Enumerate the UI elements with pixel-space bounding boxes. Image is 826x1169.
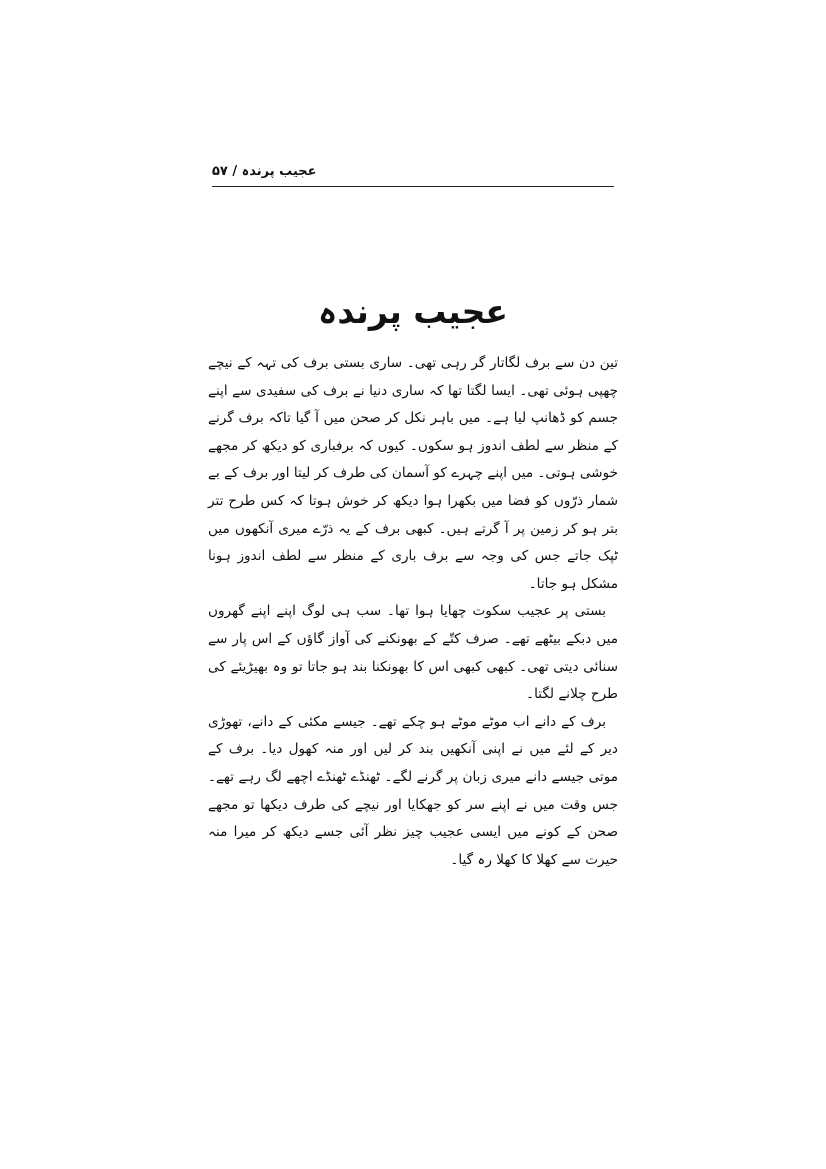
paragraph: برف کے دانے اب موٹے موٹے ہو چکے تھے۔ جیسے مکئی کے دانے، تھوڑی دیر کے لئے میں نے اپنی آنکھیں بند کر لیں اور منہ کھول دیا۔ برف کے موتی جیسے دانے میری زبان پر گرنے لگے۔ ٹھنڈے ٹھنڈے اچھے لگ رہے تھے۔ جس وقت میں نے اپنے سر کو جھکایا اور نیچے کی طرف دیکھا تو مجھے صحن کے کونے میں ایسی عجیب چیز نظر آئی جسے دیکھ کر میرا منہ حیرت سے کھلا کا کھلا رہ گیا۔ bbox=[208, 713, 618, 868]
running-header bbox=[212, 164, 614, 187]
paragraph: تین دن سے برف لگاتار گر رہی تھی۔ ساری بستی برف کی تہہ کے نیچے چھپی ہوئی تھی۔ ایسا لگتا تھا کہ ساری دنیا نے برف کی سفیدی سے اپنے جسم کو ڈھانپ لیا ہے۔ میں باہر نکل کر صحن میں آ گیا تاکہ برف گرنے کے منظر سے لطف اندوز ہو سکوں۔ کیوں کہ برفباری کو دیکھ کر مجھے خوشی ہوتی۔ میں اپنے چہرے کو آسمان کی طرف کر لیتا اور برف کے بے شمار ذرّوں کو فضا میں بکھرا ہوا دیکھ کر خوش ہوتا کہ کس طرح تتر بتر ہو کر زمین پر آ گرتے ہیں۔ کبھی برف کے یہ ذرّے میری آنکھوں میں ٹپک جاتے جس کی وجہ سے برف باری کے منظر سے لطف اندوز ہونا مشکل ہو جاتا۔ bbox=[208, 355, 618, 592]
running-header-title: عجیب پرندہ / ۵۷ bbox=[212, 164, 317, 179]
body-text bbox=[208, 350, 618, 874]
paragraph: بستی پر عجیب سکوت چھایا ہوا تھا۔ سب ہی لوگ اپنے اپنے گھروں میں دبکے بیٹھے تھے۔ صرف کتّے کے بھونکنے کی آواز گاؤں کے اس پار سے سنائی دیتی تھی۔ کبھی کبھی اس کا بھونکنا بند ہو جاتا تو وہ بھیڑیئے کی طرح چلانے لگتا۔ bbox=[208, 603, 618, 703]
chapter-title: عجیب پرندہ bbox=[318, 292, 508, 331]
